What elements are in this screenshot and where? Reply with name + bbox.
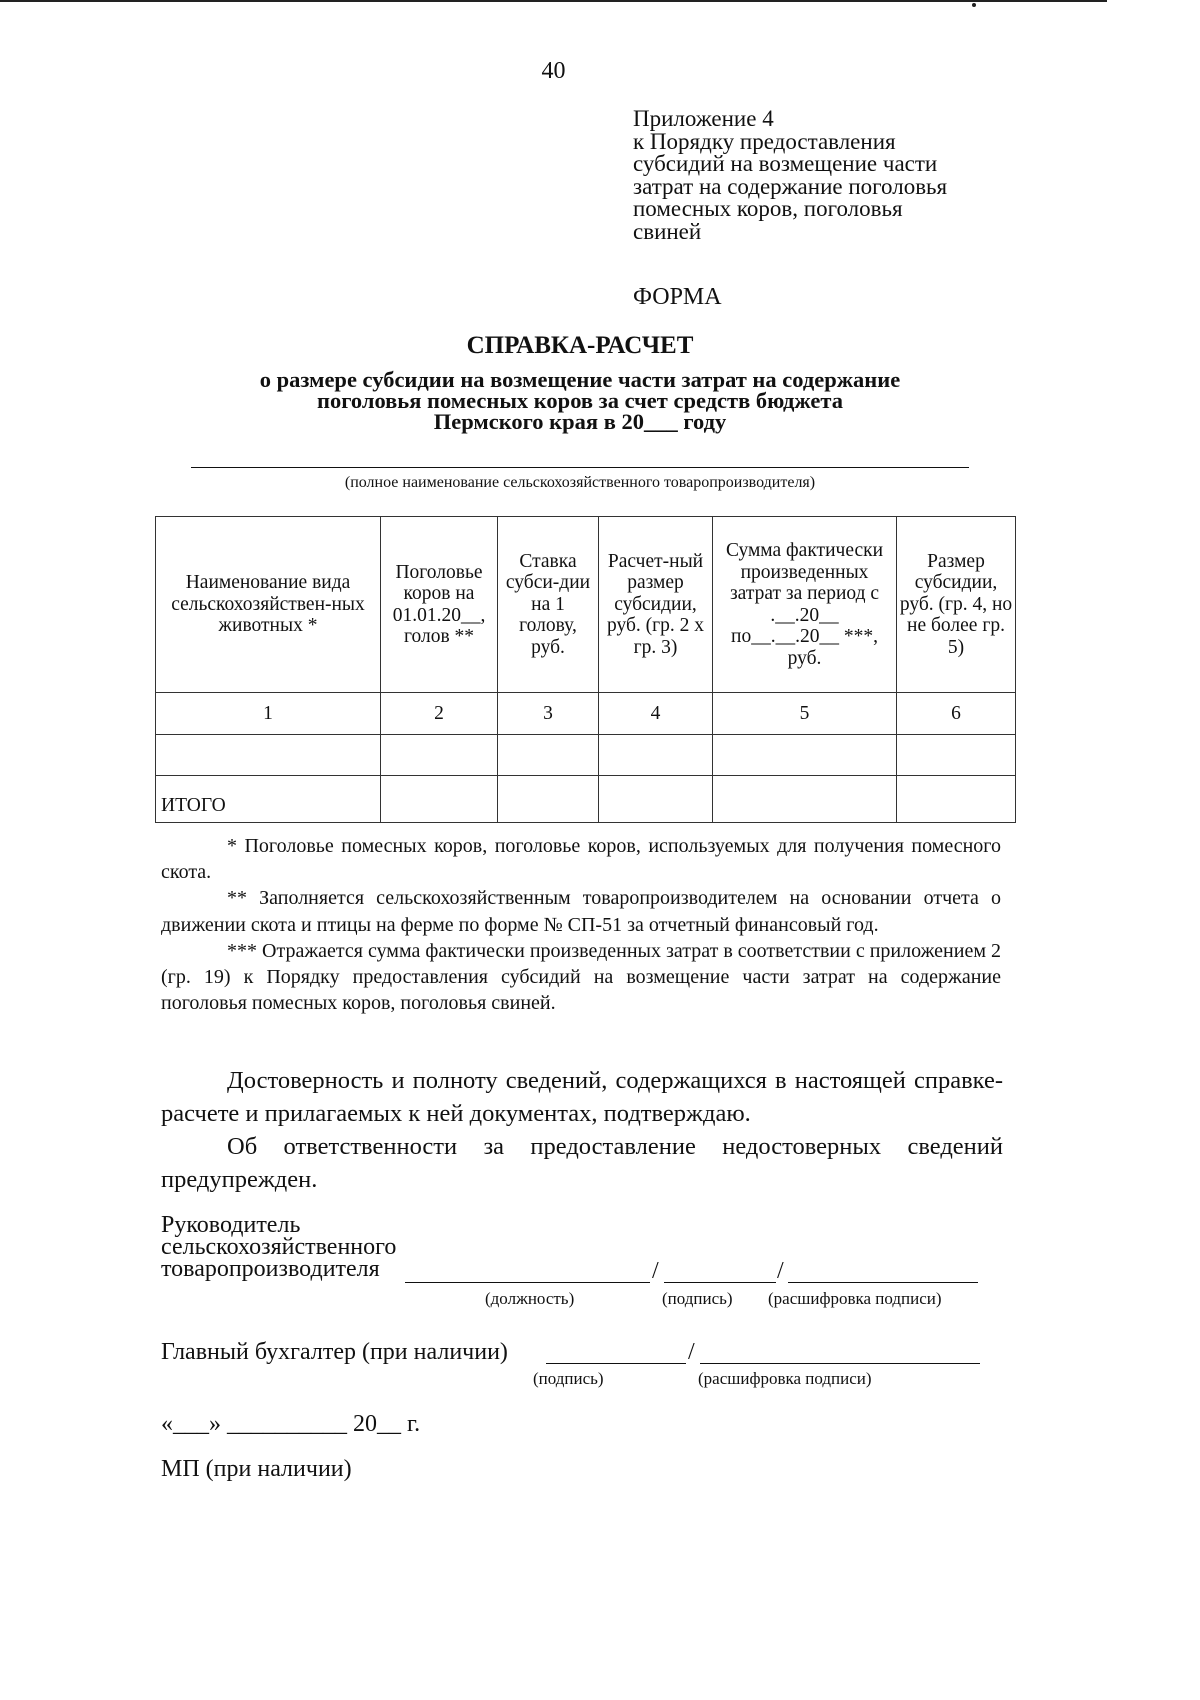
document-title: СПРАВКА-РАСЧЕТ — [466, 332, 694, 359]
header-cell-rate: Ставка субси-дии на 1 голову, руб. — [498, 517, 599, 693]
accountant-signature-field[interactable] — [546, 1363, 686, 1364]
caption-signature: (подпись) — [662, 1289, 733, 1308]
header-cell-animal-type: Наименование вида сельскохозяйствен-ных животных * — [156, 517, 381, 693]
head-signature-field[interactable] — [664, 1282, 776, 1283]
signatory-label-line: Руководитель — [161, 1212, 301, 1238]
page-number: 40 — [541, 58, 566, 84]
caption-decoding: (расшифровка подписи) — [768, 1289, 942, 1308]
confirmation-paragraph: Об ответственности за предоставление недостоверных сведений предупрежден. — [161, 1133, 1003, 1193]
appendix-reference — [633, 108, 947, 243]
appendix-line: субсидий на возмещение части — [633, 151, 938, 176]
column-number: 6 — [897, 693, 1016, 735]
total-label: ИТОГО — [156, 776, 381, 823]
table-row — [156, 735, 1016, 776]
head-signatory-label — [161, 1214, 396, 1280]
confirmation-text — [161, 1064, 1003, 1196]
scan-speck — [972, 3, 976, 7]
table-cell[interactable] — [897, 776, 1016, 823]
table-cell[interactable] — [156, 735, 381, 776]
table-header-row — [156, 517, 1016, 693]
appendix-line: Приложение 4 — [633, 106, 774, 131]
column-number: 2 — [381, 693, 498, 735]
appendix-line: к Порядку предоставления — [633, 128, 896, 154]
footnote: * Поголовье помесных коров, поголовье коров, используемых для получения помесного скота. — [161, 835, 1001, 884]
table-cell[interactable] — [599, 776, 713, 823]
footnote: ** Заполняется сельскохозяйственным товаропроизводителем на основании отчета о движении скота и птицы на ферме по форме № СП-51 за отчетный финансовый год. — [161, 887, 1001, 936]
table-total-row — [156, 776, 1016, 823]
footnotes — [161, 833, 1001, 1016]
subtitle-line: поголовья помесных коров за счет средств бюджета — [317, 388, 843, 413]
confirmation-paragraph: Достоверность и полноту сведений, содержащихся в настоящей справке-расчете и прилагаемых к ней документах, подтверждаю. — [161, 1067, 1003, 1127]
table-cell[interactable] — [599, 735, 713, 776]
header-cell-actual-costs: Сумма фактически произведенных затрат за период с .__.20__ по__.__.20__ ***, руб. — [713, 517, 897, 693]
table-cell[interactable] — [897, 735, 1016, 776]
appendix-line: затрат на содержание поголовья — [633, 173, 948, 199]
signatory-label-line: товаропроизводителя — [161, 1256, 380, 1282]
subsidy-calculation-table — [155, 516, 1016, 823]
producer-name-caption: (полное наименование сельскохозяйственного товаропроизводителя) — [344, 474, 816, 491]
header-cell-calculated-amount: Расчет-ный размер субсидии, руб. (гр. 2 х гр. 3) — [599, 517, 713, 693]
separator-slash: / — [777, 1258, 784, 1284]
document-subtitle — [0, 369, 1160, 432]
date-line[interactable]: «___» __________ 20__ г. — [161, 1411, 421, 1437]
appendix-line: помесных коров, поголовья — [633, 196, 903, 221]
header-cell-subsidy-amount: Размер субсидии, руб. (гр. 4, но не более гр. 5) — [897, 517, 1016, 693]
table-cell[interactable] — [713, 735, 897, 776]
separator-slash: / — [688, 1339, 695, 1365]
table-cell[interactable] — [498, 735, 599, 776]
header-cell-head-count: Поголовье коров на 01.01.20__, голов ** — [381, 517, 498, 693]
subtitle-line: о размере субсидии на возмещение части затрат на содержание — [259, 367, 901, 392]
table-cell[interactable] — [713, 776, 897, 823]
separator-slash: / — [652, 1258, 659, 1284]
column-number: 1 — [156, 693, 381, 735]
table-column-numbers-row — [156, 693, 1016, 735]
page-top-border — [0, 0, 1107, 2]
accountant-label: Главный бухгалтер (при наличии) — [161, 1339, 508, 1365]
appendix-line: свиней — [633, 218, 702, 244]
column-number: 5 — [713, 693, 897, 735]
accountant-decoding-field[interactable] — [700, 1363, 980, 1364]
signatory-label-line: сельскохозяйственного — [161, 1234, 397, 1260]
table-cell[interactable] — [381, 735, 498, 776]
column-number: 4 — [599, 693, 713, 735]
caption-signature: (подпись) — [533, 1369, 604, 1388]
producer-name-field[interactable] — [191, 467, 969, 468]
column-number: 3 — [498, 693, 599, 735]
position-field[interactable] — [405, 1282, 650, 1283]
caption-decoding: (расшифровка подписи) — [698, 1369, 872, 1388]
table-cell[interactable] — [498, 776, 599, 823]
table-cell[interactable] — [381, 776, 498, 823]
form-label: ФОРМА — [633, 284, 722, 310]
caption-position: (должность) — [485, 1289, 575, 1308]
stamp-label: МП (при наличии) — [161, 1456, 352, 1482]
subtitle-line: Пермского края в 20___ году — [433, 409, 727, 434]
footnote: *** Отражается сумма фактически произведенных затрат в соответствии с приложением 2 (гр. 19) к Порядку предоставления субсидий на возмещение части затрат на содержание поголовья помесных коров, поголовья свиней. — [161, 939, 1001, 1015]
head-decoding-field[interactable] — [788, 1282, 978, 1283]
